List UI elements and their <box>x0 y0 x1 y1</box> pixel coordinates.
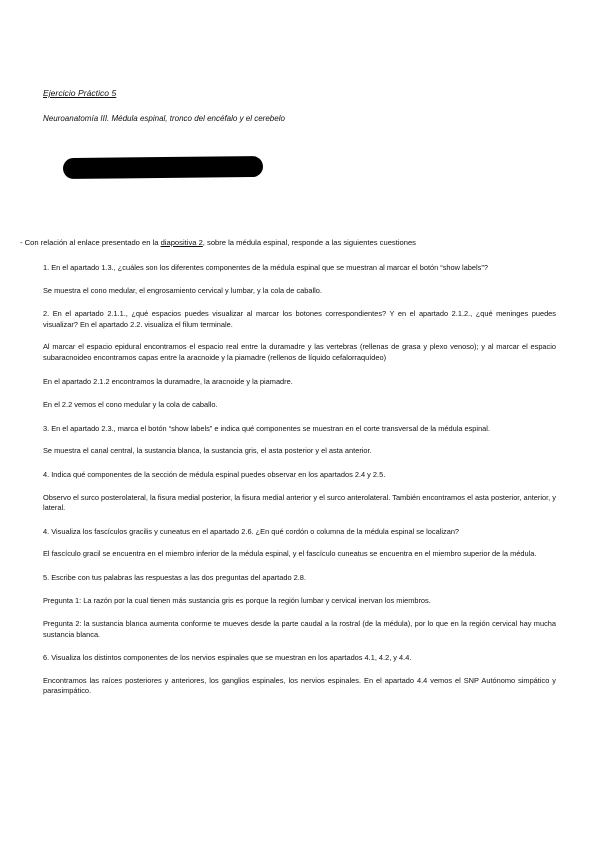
answer-4a: Observo el surco posterolateral, la fisura medial posterior, la fisura medial anterior y el surco anterolateral. También encontramos el asta posterior, anterior, y lateral. <box>43 492 556 513</box>
question-4b: 4. Visualiza los fascículos gracilis y cuneatus en el apartado 2.6. ¿En qué cordón o columna de la médula espinal se localizan? <box>43 526 460 536</box>
question-5: 5. Escribe con tus palabras las respuestas a las dos preguntas del apartado 2.8. <box>43 572 306 582</box>
answer-6: Encontramos las raíces posteriores y anteriores, los ganglios espinales, los nervios espinales. En el apartado 4.4 vemos el SNP Autónomo simpático y parasimpático. <box>43 675 556 696</box>
question-4a: 4. Indica qué componentes de la sección de médula espinal puedes observar en los apartados 2.4 y 2.5. <box>43 469 386 479</box>
answer-3: Se muestra el canal central, la sustancia blanca, la sustancia gris, el asta posterior y el asta anterior. <box>43 446 372 456</box>
intro-line <box>20 238 580 248</box>
exercise-subtitle: Neuroanatomía III. Médula espinal, tronco del encéfalo y el cerebelo <box>43 114 285 123</box>
exercise-title: Ejercicio Práctico 5 <box>43 88 117 98</box>
question-1: 1. En el apartado 1.3., ¿cuáles son los diferentes componentes de la médula espinal que se muestran al marcar el botón “show labels”? <box>43 263 488 272</box>
questions-and-answers <box>43 263 556 710</box>
question-3: 3. En el apartado 2.3., marca el botón “show labels” e indica qué componentes se muestran en el corte transversal de la médula espinal. <box>43 423 490 433</box>
intro-prefix: - Con relación al enlace presentado en la <box>20 238 161 247</box>
redacted-name-mark <box>63 156 263 179</box>
answer-2c: En el 2.2 vemos el cono medular y la cola de caballo. <box>43 400 218 410</box>
question-6: 6. Visualiza los distintos componentes de los nervios espinales que se muestran en los apartados 4.1, 4.2, y 4.4. <box>43 653 412 663</box>
slide-link[interactable]: diapositiva 2 <box>160 238 203 247</box>
answer-1: Se muestra el cono medular, el engrosamiento cervical y lumbar, y la cola de caballo. <box>43 285 322 295</box>
intro-suffix: , sobre la médula espinal, responde a las siguientes cuestiones <box>202 238 416 247</box>
question-2: 2. En el apartado 2.1.1., ¿qué espacios puedes visualizar al marcar los botones correspondientes? Y en el apartado 2.1.2., ¿qué meninges puedes visualizar? En el apartado 2.2. visualiza el filum terminale. <box>43 309 556 329</box>
answer-2a: Al marcar el espacio epidural encontramos el espacio real entre la duramadre y las vertebras (rellenas de grasa y plexo venoso); y al marcar el espacio subaracnoideo encontramos capas entre la aracnoide y la piamadre (rellenos de líquido cefalorraquídeo) <box>43 342 556 362</box>
answer-5a: Pregunta 1: La razón por la cual tienen más sustancia gris es porque la región lumbar y cervical inervan los miembros. <box>43 595 431 605</box>
answer-4b: El fascículo gracil se encuentra en el miembro inferior de la médula espinal, y el fascículo cuneatus se encuentra en el miembro superior de la médula. <box>43 549 537 559</box>
answer-2b: En el apartado 2.1.2 encontramos la duramadre, la aracnoide y la piamadre. <box>43 376 293 386</box>
answer-5b: Pregunta 2: la sustancia blanca aumenta conforme te mueves desde la parte caudal a la rostral (de la médula), por lo que en la región cervical hay mucha sustancia blanca. <box>43 619 556 639</box>
